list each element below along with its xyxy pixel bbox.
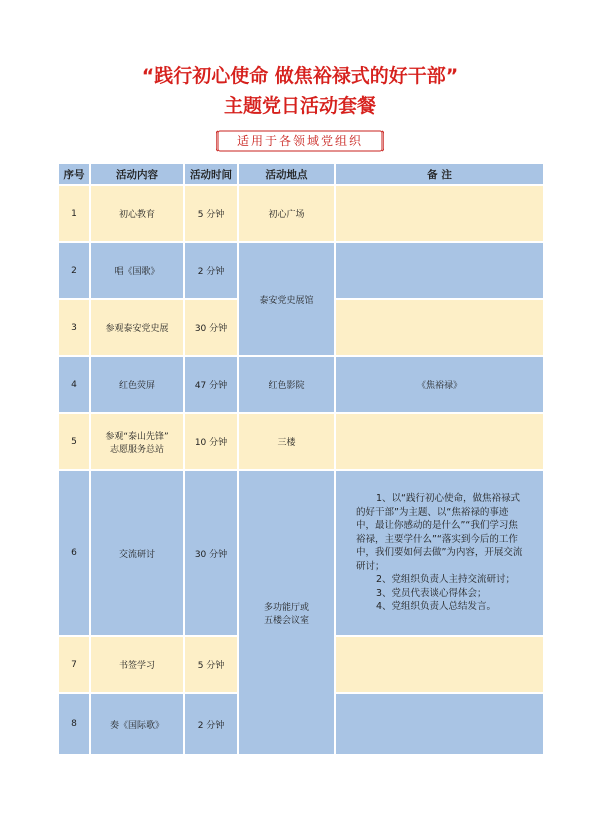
row-content-line1: 参观“泰山先锋” xyxy=(105,431,169,442)
table-row xyxy=(58,356,544,413)
row-place: 红色影院 xyxy=(238,356,335,413)
row-note xyxy=(335,242,544,299)
table-row xyxy=(58,185,544,242)
row-place-line2: 五楼会议室 xyxy=(263,615,309,626)
row-time: 30 分钟 xyxy=(184,299,238,356)
row-note: 《焦裕禄》 xyxy=(335,356,544,413)
row-no: 3 xyxy=(58,299,90,356)
row-time: 30 分钟 xyxy=(184,470,238,636)
row-content-line2: 志愿服务总站 xyxy=(109,444,164,455)
row-content: 交流研讨 xyxy=(90,470,184,636)
row-time: 5 分钟 xyxy=(184,636,238,693)
row-place-merged xyxy=(238,470,335,755)
row-place-line1: 多功能厅或 xyxy=(263,602,309,613)
note-item: 1、以“践行初心使命，做焦裕禄式的好干部”为主题、以“焦裕禄的事迹中，最让你感动的是什么”“我们学习焦裕禄，主要学什么”“落实到今后的工作中，我们要如何去做”为内容，开展交流研讨； xyxy=(356,493,523,572)
row-no: 1 xyxy=(58,185,90,242)
row-note-discussion xyxy=(335,470,544,636)
row-content: 初心教育 xyxy=(90,185,184,242)
row-content: 红色荧屏 xyxy=(90,356,184,413)
table-row xyxy=(58,470,544,636)
row-note xyxy=(335,299,544,356)
row-note xyxy=(335,636,544,693)
row-place: 三楼 xyxy=(238,413,335,470)
row-no: 8 xyxy=(58,693,90,755)
header-no: 序号 xyxy=(58,163,90,185)
row-content: 书签学习 xyxy=(90,636,184,693)
row-time: 2 分钟 xyxy=(184,242,238,299)
row-place-merged: 泰安党史展馆 xyxy=(238,242,335,356)
header-notes: 备 注 xyxy=(335,163,544,185)
row-no: 5 xyxy=(58,413,90,470)
row-time: 10 分钟 xyxy=(184,413,238,470)
row-time: 2 分钟 xyxy=(184,693,238,755)
subtitle-text: 适用于各领域党组织 xyxy=(236,134,363,148)
page-title-line1: “践行初心使命 做焦裕禄式的好干部” xyxy=(141,65,459,87)
row-note xyxy=(335,185,544,242)
page-title-line2: 主题党日活动套餐 xyxy=(223,95,376,117)
table-row xyxy=(58,242,544,299)
note-item: 4、党组织负责人总结发言。 xyxy=(376,601,497,613)
activity-table xyxy=(57,162,545,756)
table-header-row xyxy=(58,163,544,185)
subtitle-banner xyxy=(216,128,384,154)
header-content: 活动内容 xyxy=(90,163,184,185)
row-content: 参观泰安党史展 xyxy=(90,299,184,356)
note-item: 2、党组织负责人主持交流研讨； xyxy=(376,574,516,586)
row-note xyxy=(335,413,544,470)
header-time: 活动时间 xyxy=(184,163,238,185)
row-content: 唱《国歌》 xyxy=(90,242,184,299)
header-place: 活动地点 xyxy=(238,163,335,185)
row-note xyxy=(335,693,544,755)
table-row xyxy=(58,413,544,470)
row-no: 2 xyxy=(58,242,90,299)
row-time: 47 分钟 xyxy=(184,356,238,413)
row-no: 7 xyxy=(58,636,90,693)
note-item: 3、党员代表谈心得体会； xyxy=(376,587,487,599)
row-content: 奏《国际歌》 xyxy=(90,693,184,755)
row-place: 初心广场 xyxy=(238,185,335,242)
row-content xyxy=(90,413,184,470)
row-no: 6 xyxy=(58,470,90,636)
row-no: 4 xyxy=(58,356,90,413)
row-time: 5 分钟 xyxy=(184,185,238,242)
